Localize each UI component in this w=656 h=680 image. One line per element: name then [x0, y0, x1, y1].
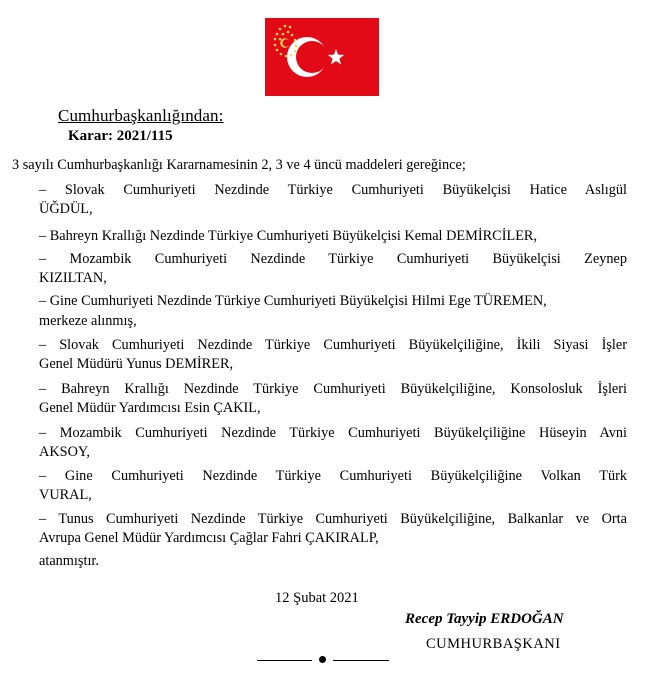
list-item: – Gine Cumhuriyeti Nezdinde Türkiye Cumhuriyeti Büyükelçiliğine Volkan Türk VURAL,: [39, 468, 627, 503]
separator-line-right: [333, 660, 389, 661]
end-separator: [257, 653, 389, 667]
list-item: – Bahreyn Krallığı Nezdinde Türkiye Cumhuriyeti Büyükelçisi Kemal DEMİRCİLER,: [39, 228, 538, 244]
list-item: – Slovak Cumhuriyeti Nezdinde Türkiye Cumhuriyeti Büyükelçisi Hatice Aslıgül ÜĞDÜL,: [39, 182, 627, 217]
list-item: – Slovak Cumhuriyeti Nezdinde Türkiye Cumhuriyeti Büyükelçiliğine, İkili Siyasi İşler Genel Müdürü Yunus DEMİRER,: [39, 337, 627, 372]
list-item: – Bahreyn Krallığı Nezdinde Türkiye Cumhuriyeti Büyükelçiliğine, Konsolosluk İşleri Genel Müdür Yardımcısı Esin ÇAKIL,: [39, 381, 627, 416]
decision-number: Karar: 2021/115: [68, 128, 173, 144]
separator-line-left: [257, 660, 312, 661]
list-item: – Gine Cumhuriyeti Nezdinde Türkiye Cumhuriyeti Büyükelçisi Hilmi Ege TÜREMEN,: [39, 293, 547, 309]
list-item: – Tunus Cumhuriyeti Nezdinde Türkiye Cumhuriyeti Büyükelçiliğine, Balkanlar ve Orta Avrupa Genel Müdür Yardımcısı Çağlar Fahri ÇAKIRALP,: [39, 511, 627, 546]
separator-dot-icon: [319, 656, 326, 663]
list-item: – Mozambik Cumhuriyeti Nezdinde Türkiye Cumhuriyeti Büyükelçisi Zeynep KIZILTAN,: [39, 251, 627, 286]
continuation-text: merkeze alınmış,: [39, 313, 137, 329]
continuation-text: atanmıştır.: [39, 553, 99, 569]
signer-title: CUMHURBAŞKANI: [426, 636, 561, 652]
document-date: 12 Şubat 2021: [275, 590, 359, 606]
presidential-flag-icon: [265, 18, 379, 96]
intro-paragraph: 3 sayılı Cumhurbaşkanlığı Kararnamesinin 2, 3 ve 4 üncü maddeleri gereğince;: [12, 157, 466, 173]
issuer-heading: Cumhurbaşkanlığından:: [58, 106, 224, 125]
list-item: – Mozambik Cumhuriyeti Nezdinde Türkiye Cumhuriyeti Büyükelçiliğine Hüseyin Avni AKSOY,: [39, 425, 627, 460]
signer-name: Recep Tayyip ERDOĞAN: [405, 611, 564, 627]
